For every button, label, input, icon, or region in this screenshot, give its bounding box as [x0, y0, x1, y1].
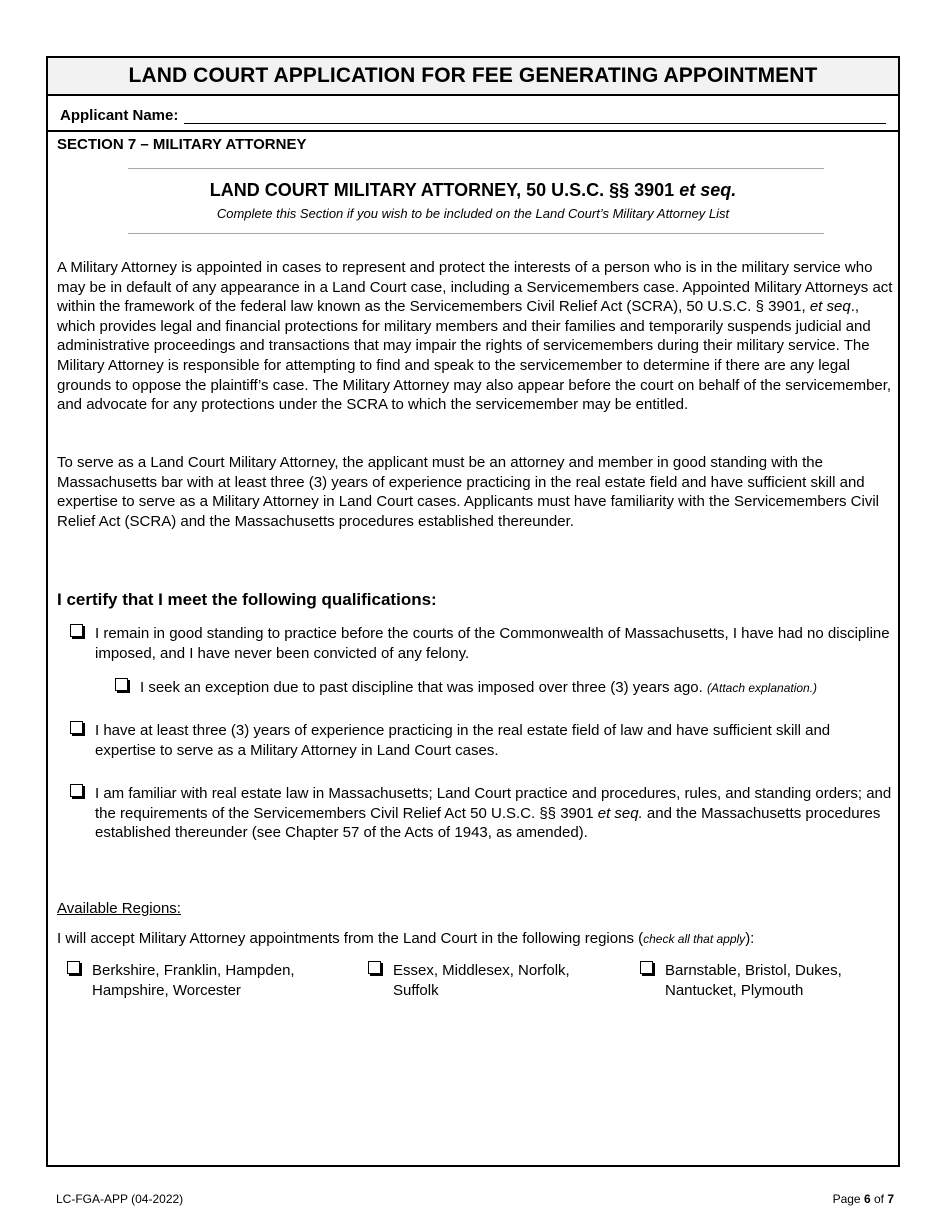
p1-text-a: A Military Attorney is appointed in cases to represent and protect the interests of a person who is in the military service who may be in default of any appearance in a Land Court case, including a Servicemembers case. Appointed Military Attorneys act within the framework of the federal law known as the Servicemembers Civil Relief Act (SCRA), 50 U.S.C. § 3901,	[57, 259, 893, 316]
paragraph-military-attorney	[57, 258, 895, 415]
divider-bottom	[128, 233, 824, 234]
divider-top	[128, 168, 824, 169]
regions-intro-end: ):	[745, 930, 755, 947]
applicant-name-row	[48, 96, 898, 132]
section-title: SECTION 7 – MILITARY ATTORNEY	[57, 136, 307, 153]
p2-text: To serve as a Land Court Military Attorney, the applicant must be an attorney and member in good standing with the Massachusetts bar with at least three (3) years of experience practicing in the real estate field and have sufficient skill and expertise to serve as a Military Attorney in Land Court cases. Applicants must have familiarity with the Servicemembers Civil Relief Act (SCRA) and the Massachusetts procedures established thereunder.	[57, 454, 879, 530]
regions-intro-text: I will accept Military Attorney appointments from the Land Court in the following regions (	[57, 930, 644, 947]
region-east-line1: Essex, Middlesex, Norfolk,	[393, 962, 570, 979]
checkbox-region-southeast[interactable]	[640, 961, 653, 974]
check-item-experience: I have at least three (3) years of experience practicing in the real estate field of law and have sufficient skill and expertise to serve as a Military Attorney in Land Court cases.	[95, 722, 831, 759]
subsection-title-main: LAND COURT MILITARY ATTORNEY, 50 U.S.C. §§ 3901	[209, 180, 680, 200]
checkbox-region-west[interactable]	[67, 961, 80, 974]
region-southeast-line2: Nantucket, Plymouth	[665, 981, 804, 999]
subsection-title-italic: et seq.	[679, 180, 737, 200]
checkbox-familiar[interactable]	[70, 784, 83, 797]
page-prefix: Page	[832, 1192, 864, 1206]
region-option-east	[393, 961, 633, 1000]
form-title: LAND COURT APPLICATION FOR FEE GENERATING APPOINTMENT	[48, 58, 898, 96]
p1-text-b: ., which provides legal and financial protections for military members and their families and temporarily suspends judicial and administrative proceedings and transactions that may impair the rights of servicemembers during their military service. The Military Attorney is responsible for attempting to find and speak to the servicemember to determine if there are any legal grounds to oppose the plaintiff’s case. The Military Attorney may also appear before the court on behalf of the servicemember, and advocate for any protections under the SCRA to which the servicemember may be entitled.	[57, 298, 892, 414]
page-total: 7	[887, 1192, 894, 1206]
regions-intro-note: check all that apply	[643, 932, 746, 946]
subsection-title	[48, 180, 898, 201]
check-item-familiar	[95, 784, 895, 843]
exception-text: I seek an exception due to past discipline that was imposed over three (3) years ago.	[140, 679, 707, 696]
regions-heading: Available Regions:	[57, 900, 181, 917]
check-item-exception	[140, 678, 900, 699]
regions-intro	[57, 930, 754, 947]
region-option-west	[92, 961, 342, 1000]
check-item-good-standing: I remain in good standing to practice before the courts of the Commonwealth of Massachusetts, I have had no discipline imposed, and I have never been convicted of any felony.	[95, 625, 890, 662]
checkbox-region-east[interactable]	[368, 961, 381, 974]
paragraph-requirements	[57, 453, 895, 531]
region-west-line2: Hampshire, Worcester	[92, 981, 241, 999]
page-number	[833, 1192, 894, 1206]
checkbox-experience[interactable]	[70, 721, 83, 734]
familiar-text-b: and the Massachusetts procedures established thereunder (see Chapter 57 of the Acts of 1943, as amended).	[95, 804, 881, 842]
form-id: LC-FGA-APP (04-2022)	[56, 1192, 184, 1206]
checkbox-good-standing[interactable]	[70, 624, 83, 637]
page-current: 6	[863, 1192, 871, 1206]
checkbox-exception[interactable]	[115, 678, 128, 691]
subsection-note: Complete this Section if you wish to be included on the Land Court’s Military Attorney List	[216, 206, 730, 221]
page-of: of	[870, 1192, 888, 1206]
region-option-southeast	[665, 961, 895, 1000]
exception-note: (Attach explanation.)	[706, 681, 818, 695]
familiar-italic: et seq.	[597, 804, 643, 822]
certify-heading: I certify that I meet the following qualifications:	[57, 590, 437, 609]
region-east-line2: Suffolk	[393, 981, 439, 999]
applicant-name-label: Applicant Name:	[60, 107, 179, 124]
form-frame	[46, 56, 900, 1167]
region-southeast-line1: Barnstable, Bristol, Dukes,	[665, 962, 842, 979]
familiar-text-a: I am familiar with real estate law in Massachusetts; Land Court practice and procedures, rules, and standing orders; and the requirements of the Servicemembers Civil Relief Act 50 U.S.C. §§ 3901	[95, 785, 892, 822]
applicant-name-field[interactable]	[184, 123, 886, 124]
region-west-line1: Berkshire, Franklin, Hampden,	[92, 962, 295, 979]
p1-italic: et seq	[809, 298, 851, 316]
